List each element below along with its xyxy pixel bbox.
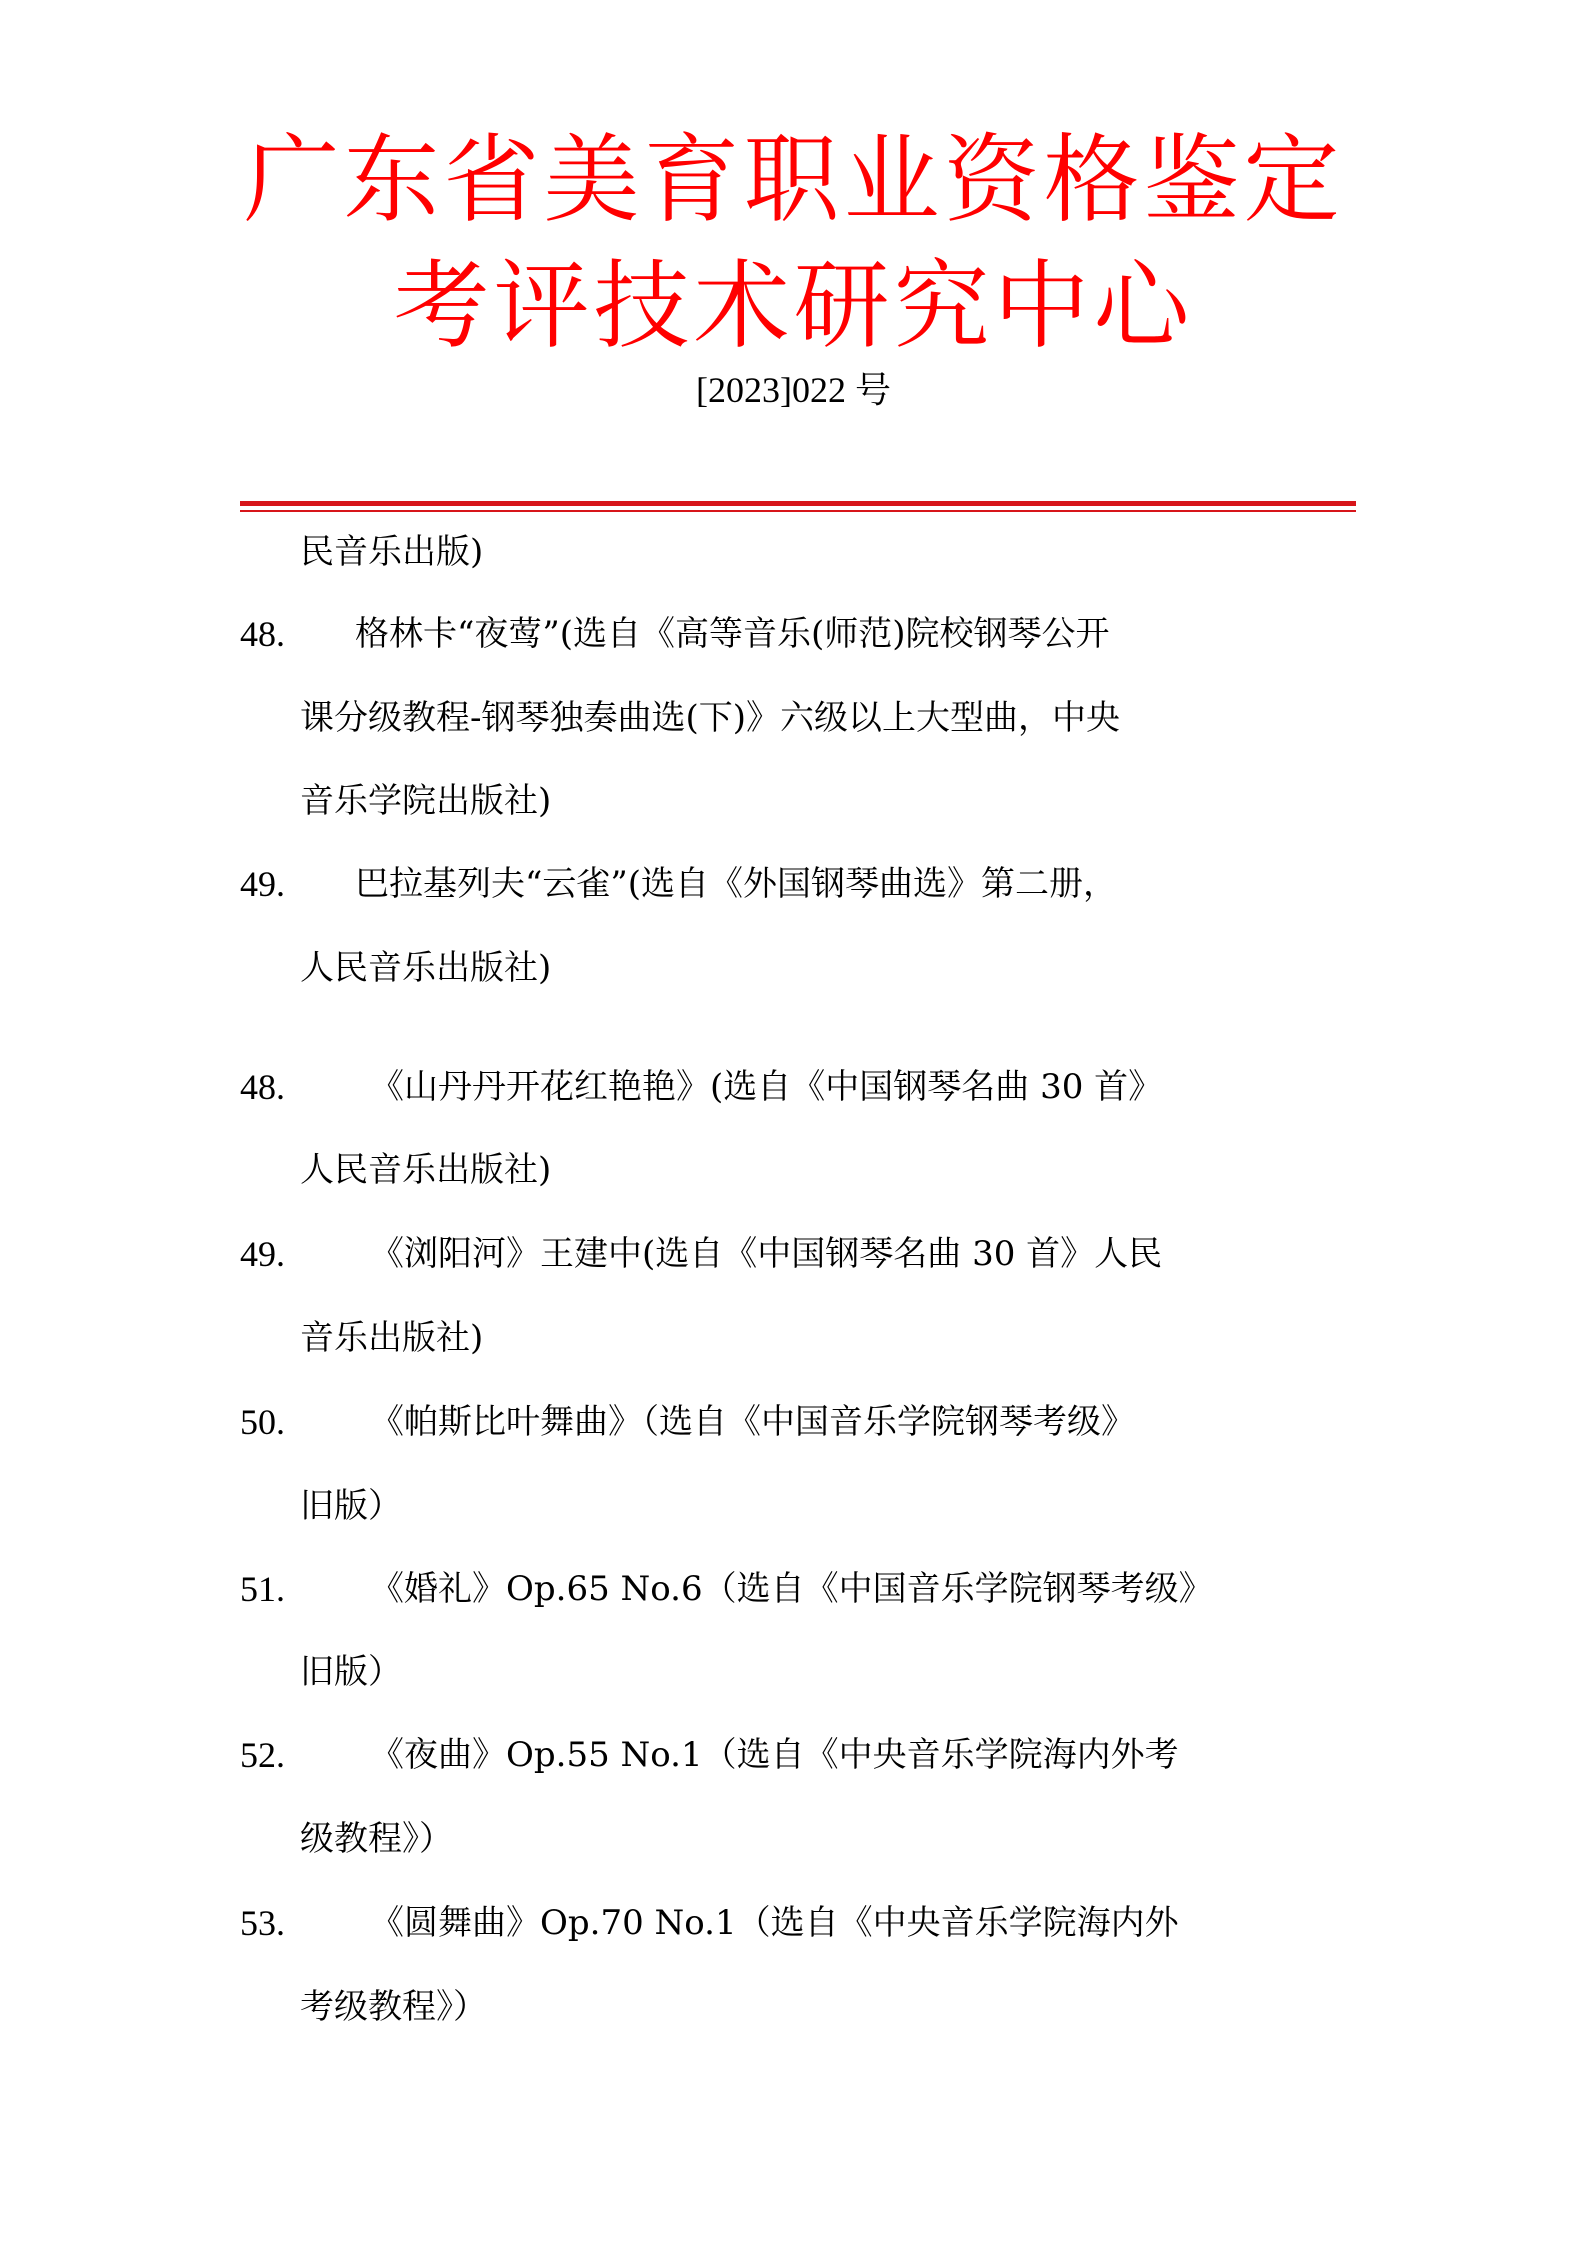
- item-text: 人民音乐出版社): [300, 948, 552, 988]
- item-number: 48.: [240, 614, 285, 654]
- item-text: 音乐学院出版社): [300, 781, 552, 821]
- item-text: 旧版）: [300, 1486, 402, 1526]
- item-text: 《圆舞曲》Op.70 No.1（选自《中央音乐学院海内外: [370, 1903, 1179, 1943]
- item-number: 48.: [240, 1067, 285, 1107]
- item-text: 旧版）: [300, 1652, 402, 1692]
- item-text: 级教程》）: [300, 1819, 453, 1859]
- item-text: 《夜曲》Op.55 No.1（选自《中央音乐学院海内外考: [370, 1735, 1179, 1775]
- item-text: 课分级教程-钢琴独奏曲选(下)》六级以上大型曲，中央: [300, 698, 1121, 738]
- document-number: [2023]022 号: [696, 370, 891, 410]
- item-text: 《浏阳河》王建中(选自《中国钢琴名曲 30 首》人民: [370, 1234, 1163, 1274]
- item-text: 格林卡“夜莺”(选自《高等音乐(师范)院校钢琴公开: [355, 614, 1110, 654]
- item-text: 人民音乐出版社): [300, 1150, 552, 1190]
- item-number: 50.: [240, 1402, 285, 1442]
- continuation-text: 民音乐出版): [300, 532, 484, 572]
- item-number: 51.: [240, 1569, 285, 1609]
- item-text: 音乐出版社): [300, 1318, 484, 1358]
- item-number: 49.: [240, 864, 285, 904]
- item-number: 49.: [240, 1234, 285, 1274]
- item-text: 《帕斯比叶舞曲》（选自《中国音乐学院钢琴考级》: [370, 1402, 1135, 1442]
- document-title-line-1: 广东省美育职业资格鉴定: [243, 124, 1344, 236]
- document-title-line-2: 考评技术研究中心: [393, 250, 1194, 362]
- item-number: 52.: [240, 1735, 285, 1775]
- item-number: 53.: [240, 1903, 285, 1943]
- header-rule-thick: [240, 501, 1356, 506]
- item-text: 《山丹丹开花红艳艳》(选自《中国钢琴名曲 30 首》: [370, 1067, 1163, 1107]
- item-text: 考级教程》）: [300, 1987, 487, 2027]
- item-text: 《婚礼》Op.65 No.6（选自《中国音乐学院钢琴考级》: [370, 1569, 1213, 1609]
- item-text: 巴拉基列夫“云雀”(选自《外国钢琴曲选》第二册，: [355, 864, 1118, 904]
- header-rule-thin: [240, 510, 1356, 512]
